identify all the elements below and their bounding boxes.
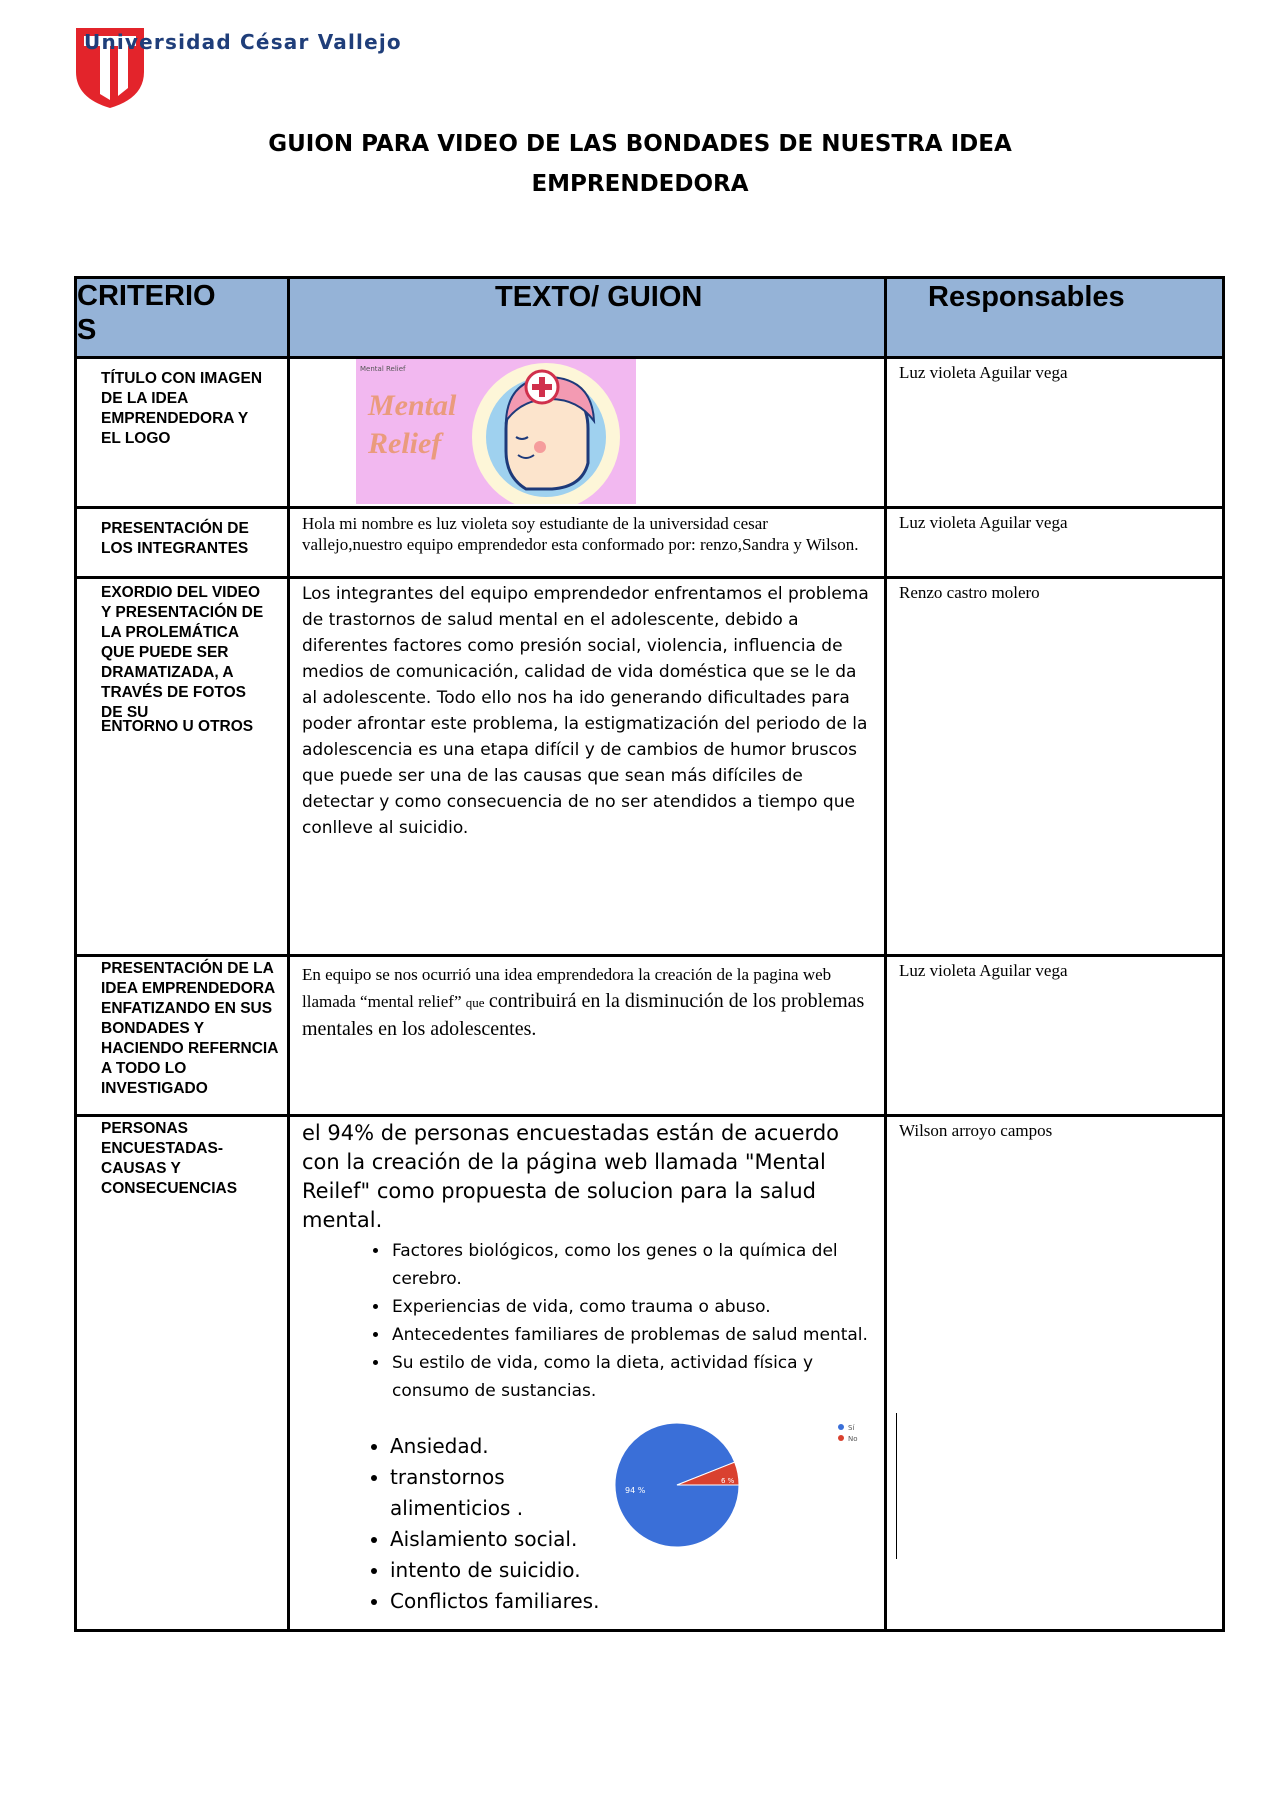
list-item: • Experiencias de vida, como trauma o abuso. — [390, 1293, 874, 1321]
list-item: • Antecedentes familiares de problemas de salud mental. — [390, 1321, 874, 1349]
causas-list — [302, 1237, 874, 1405]
list-item: • Ansiedad. — [390, 1431, 600, 1462]
texto-part-1: En equipo se nos ocurrió una idea emprendedora la creación de la pagina web llamada “mental relief” — [302, 965, 832, 1011]
legend-label-0: Sí — [848, 1424, 855, 1432]
table-header-row — [76, 278, 1224, 358]
texto-cell — [289, 956, 886, 1116]
responsable-cell: Wilson arroyo campos — [886, 1116, 1224, 1631]
responsable-cell: Luz violeta Aguilar vega — [886, 358, 1224, 508]
responsable-cell: Luz violeta Aguilar vega — [886, 508, 1224, 578]
title-line-2: EMPRENDEDORA — [531, 171, 749, 197]
legend-marker-0 — [838, 1424, 844, 1430]
table-row — [76, 956, 1224, 1116]
header-responsables — [886, 278, 1224, 358]
mental-relief-logo-image — [356, 359, 636, 504]
criterio-cell — [76, 508, 289, 578]
pie-label-1: 6 % — [721, 1477, 735, 1485]
header-criterios-line2: S — [77, 314, 97, 346]
criterio-text: PRESENTACIÓN DE LOS INTEGRANTES — [101, 520, 249, 557]
table-row — [76, 508, 1224, 578]
texto-cell: Los integrantes del equipo emprendedor enfrentamos el problema de trastornos de salud mental en el adolescente, debido a diferentes factores como presión social, violencia, influencia de medios de comunicación, calidad de vida doméstica que se le da al adolescente. Todo ello nos ha ido generando dificultades para poder afrontar este problema, la estigmatización del periodo de la adolescencia es una etapa difícil y de cambios de humor bruscos que puede ser una de las causas que sean más difíciles de detectar y como consecuencia de no ser atendidos a tiempo que conlleve al suicidio. — [289, 578, 886, 956]
table-row — [76, 578, 1224, 956]
criterio-text: EXORDIO DEL VIDEO Y PRESENTACIÓN DE LA PROLEMÁTICA QUE PUEDE SER DRAMATIZADA, A TRAVÉS DE FOTOS DE SU — [101, 584, 264, 721]
header-criterios-line1: CRITERIO — [77, 280, 216, 312]
header-texto-guion-label: TEXTO/ GUION — [495, 281, 703, 313]
title-line-1: GUION PARA VIDEO DE LAS BONDADES DE NUESTRA IDEA — [268, 131, 1012, 157]
consecuencias-list — [302, 1431, 600, 1617]
list-item: • intento de suicidio. — [390, 1555, 600, 1586]
texto-que: que — [465, 995, 485, 1010]
responsable-cell: Luz violeta Aguilar vega — [886, 956, 1224, 1116]
university-name: Universidad César Vallejo — [84, 30, 402, 54]
pie-label-0: 94 % — [625, 1486, 646, 1495]
header-criterios — [76, 278, 289, 358]
table-row — [76, 358, 1224, 508]
document-title — [150, 124, 1130, 204]
criterio-text-continued: ENTORNO U OTROS — [101, 718, 254, 735]
texto-part-2: contribuirá en la disminución de los problemas mentales en los adolescentes. — [302, 990, 865, 1040]
survey-summary: el 94% de personas encuestadas están de acuerdo con la creación de la página web llamada "Mental Reilef" como propuesta de solucion para la salud mental. — [302, 1121, 839, 1232]
list-item: • Factores biológicos, como los genes o la química del cerebro. — [390, 1237, 874, 1293]
criterio-text: TÍTULO CON IMAGEN DE LA IDEA EMPRENDEDORA Y EL LOGO — [101, 370, 263, 447]
responsable-cell: Renzo castro molero — [886, 578, 1224, 956]
table-row — [76, 1116, 1224, 1631]
criterio-text: PRESENTACIÓN DE LA IDEA EMPRENDEDORA ENFATIZANDO EN SUS BONDADES Y HACIENDO REFERNCIA A TODO LO INVESTIGADO — [101, 960, 278, 1097]
texto-cell: Hola mi nombre es luz violeta soy estudiante de la universidad cesar vallejo,nuestro equipo emprendedor esta conformado por: renzo,Sandra y Wilson. — [289, 508, 886, 578]
legend-marker-1 — [838, 1435, 844, 1441]
texto-cell — [289, 358, 886, 508]
criterio-cell — [76, 1116, 289, 1631]
criterio-text: PERSONAS ENCUESTADAS- CAUSAS Y CONSECUENCIAS — [101, 1120, 238, 1197]
script-table — [74, 276, 1225, 1632]
criterio-cell — [76, 578, 289, 956]
mental-relief-word-2: Relief — [368, 427, 442, 460]
criterio-cell — [76, 358, 289, 508]
list-item: • Aislamiento social. — [390, 1524, 600, 1555]
header-responsables-label: Responsables — [928, 281, 1125, 313]
list-item: • Su estilo de vida, como la dieta, actividad física y consumo de sustancias. — [390, 1349, 874, 1405]
list-item: • transtornos alimenticios . — [390, 1462, 600, 1524]
legend-label-1: No — [848, 1435, 858, 1443]
criterio-cell — [76, 956, 289, 1116]
mental-relief-word-1: Mental — [368, 389, 457, 422]
list-item: • Conflictos familiares. — [390, 1586, 600, 1617]
header-texto-guion — [289, 278, 886, 358]
mental-relief-caption: Mental Relief — [360, 365, 406, 373]
survey-pie-chart — [615, 1415, 895, 1555]
texto-cell — [289, 1116, 886, 1631]
